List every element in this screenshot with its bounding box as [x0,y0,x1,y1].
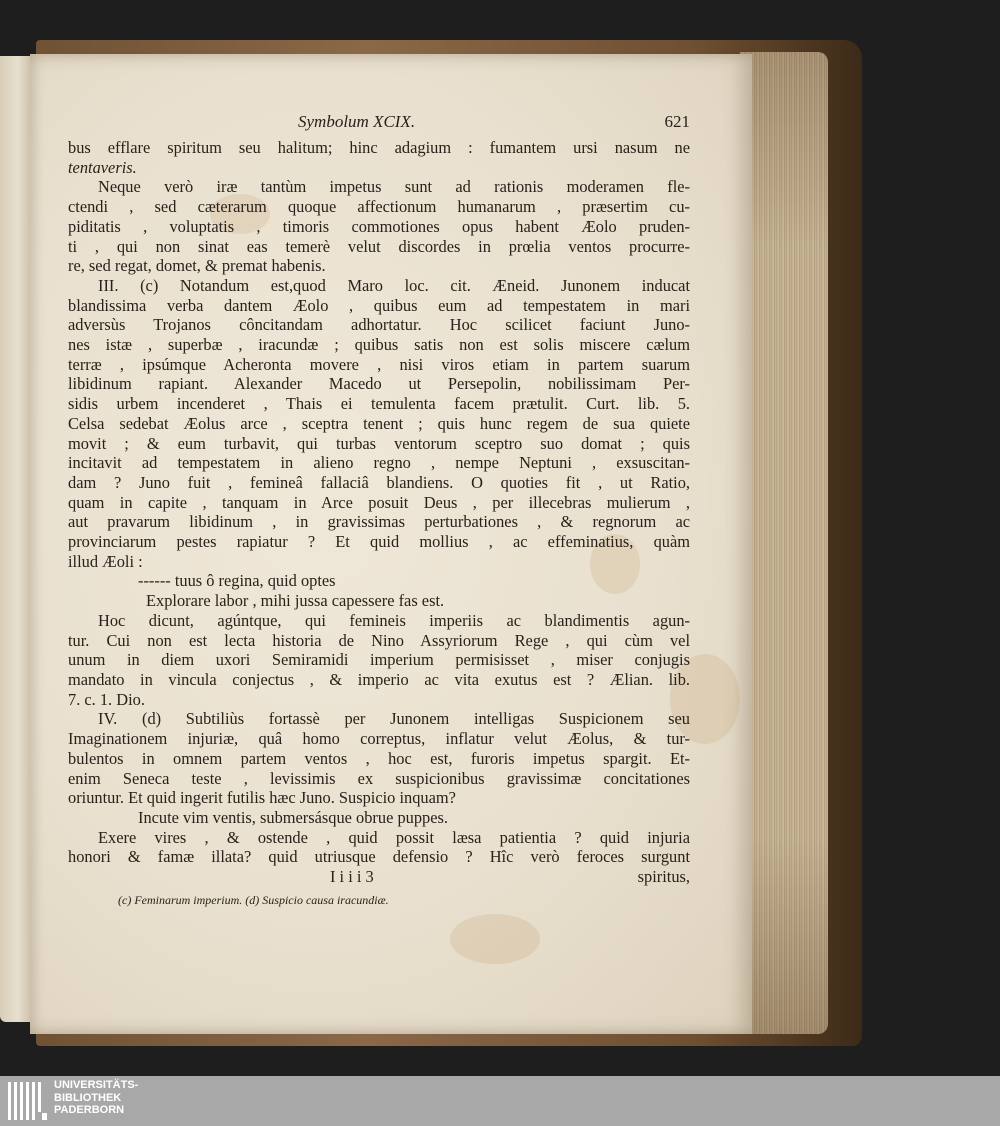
text-line: III. (c) Notandum est,quod Maro loc. cit. Æneid. Junonem inducat [98,275,690,295]
text-line: Explorare labor , mihi jussa capessere fas est. [146,591,445,611]
text-line: Hoc dicunt, agúntque, qui femineis imperiis ac blandimentis agun- [98,610,690,630]
body-text [68,138,690,867]
library-name-line: UNIVERSITÄTS- [54,1079,139,1091]
text-line: tentaveris. [68,157,137,177]
text-line: quam in capite , tanquam in Arce posuit Deus , per illecebras mulierum , [68,492,690,512]
text-line: libidinum rapiant. Alexander Macedo ut Persepolin, nobilissimam Per- [68,374,690,394]
text-line: bulentos in omnem partem ventos , hoc est, furoris impetus spargit. Et- [68,748,690,768]
page-stack-edge [740,52,828,1034]
paper-stain [450,914,540,964]
text-line: piditatis , voluptatis , timoris commotiones opus habent Æolo pruden- [68,216,690,236]
text-line: aut pravarum libidinum , in gravissimas perturbationes , & regnorum ac [68,512,690,532]
library-footer-bar [0,1076,1000,1126]
text-line: blandissima verba dantem Æolo , quibus eum ad tempestatem in mari [68,295,690,315]
book-page [30,54,752,1034]
page-number: 621 [664,112,690,131]
running-title: Symbolum XCIX. [298,112,416,131]
text-line: oriuntur. Et quid ingerit futilis hæc Juno. Suspicio inquam? [68,788,456,808]
text-line: enim Seneca teste , levissimis ex suspicionibus gravissimæ concitationes [68,768,690,788]
text-line: terræ , ipsúmque Acheronta movere , nisi viros etiam in partem suarum [68,354,690,374]
signature-row [68,867,690,889]
text-line: ------ tuus ô regina, quid optes [138,571,336,591]
text-line: nes istæ , superbæ , iracundæ ; quibus satis non est solis miscere cælum [68,335,690,355]
text-line: Exere vires , & ostende , quid possit læsa patientia ? quid injuria [98,827,690,847]
page-text [68,112,690,911]
library-name [54,1079,138,1117]
text-line: adversùs Trojanos côncitandam adhortatur. Hoc scilicet faciunt Juno- [68,315,690,335]
text-line: sidis urbem incenderet , Thais ei temulenta facem prætulit. Curt. lib. 5. [68,394,690,414]
text-line: Neque verò iræ tantùm impetus sunt ad rationis moderamen fle- [98,177,690,197]
text-line: 7. c. 1. Dio. [68,689,145,709]
text-line: provinciarum pestes rapiatur ? Et quid mollius , ac effeminatius, quàm [68,532,690,552]
text-line: mandato in vincula conjectus , & imperio ac vita exutus est ? Ælian. lib. [68,669,690,689]
text-line: dam ? Juno fuit , femineâ fallaciâ blandiens. O quoties fit , ut Ratio, [68,472,690,492]
text-line: unum in diem uxori Semiramidi imperium permisisset , miser conjugis [68,650,690,670]
text-line: ctendi , sed cæterarum quoque affectionum humanarum , præsertim cu- [68,197,690,217]
text-line: bus efflare spiritum seu halitum; hinc adagium : fumantem ursi nasum ne [68,138,690,157]
text-line: ti , qui non sinat eas temerè velut discordes in prœlia ventos procurre- [68,236,690,256]
text-line: Celsa sedebat Æolus arce , sceptra tenent ; quis hunc regem de sua quiete [68,413,690,433]
text-line: illud Æoli : [68,551,143,571]
signature-mark: I i i i 3 [330,867,374,887]
library-name-line: PADERBORN [54,1104,125,1116]
previous-page-edge [0,56,30,1022]
library-name-line: BIBLIOTHEK [54,1091,122,1104]
text-line: movit ; & eum turbavit, qui turbas ventorum sceptro suo domat ; quis [68,433,690,453]
text-line: Imaginationem injuriæ, quâ homo correptus, inflatur velut Æolus, & tur- [68,729,690,749]
library-logo-icon [8,1080,48,1122]
text-line: tur. Cui non est lecta historia de Nino Assyriorum Rege , qui cùm vel [68,630,690,650]
text-line: Incute vim ventis, submersásque obrue puppes. [138,807,448,827]
text-line: re, sed regat, domet, & premat habenis. [68,256,326,276]
text-line: incitavit ad tempestatem in alieno regno , nempe Neptuni , exsuscitan- [68,453,690,473]
footnotes: (c) Feminarum imperium. (d) Suspicio causa iracundiæ. [118,893,389,908]
running-head [68,112,690,138]
catchword: spiritus, [637,867,690,887]
text-line: honori & famæ illata? quid utriusque defensio ? Hîc verò feroces surgunt [68,847,690,867]
text-line: IV. (d) Subtiliùs fortassè per Junonem intelligas Suspicionem seu [98,709,690,729]
